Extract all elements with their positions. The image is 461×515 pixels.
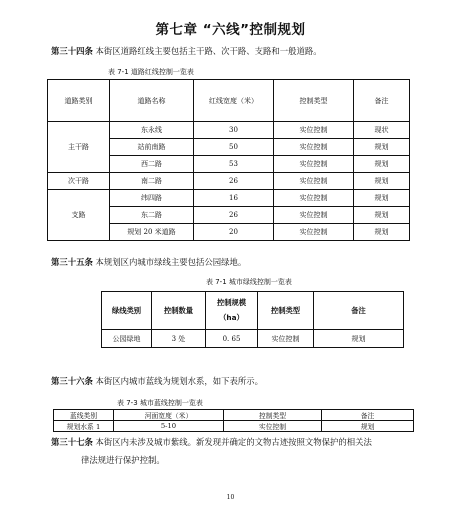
table-header-cell — [206, 292, 258, 330]
note-cell: 规划 — [354, 190, 410, 207]
article-34 — [51, 46, 322, 57]
table2-caption: 表 7-1 城市绿线控制一览表 — [206, 278, 292, 286]
table-header-row — [102, 292, 404, 330]
article-35-label: 第三十五条 — [51, 257, 93, 267]
control-type-cell: 实位控制 — [224, 421, 322, 432]
control-type-cell: 实位控制 — [274, 207, 354, 224]
blueline-table — [53, 409, 414, 432]
chapter-title: 第七章 “六线”控制规划 — [155, 22, 306, 38]
table-row — [102, 330, 404, 348]
page-number: 10 — [226, 494, 235, 501]
table-header-cell: 河面宽度（米） — [114, 410, 224, 421]
article-34-label: 第三十四条 — [51, 46, 93, 56]
note-cell: 规划 — [354, 139, 410, 156]
table-header-cell: 道路类别 — [48, 80, 110, 122]
article-35 — [51, 257, 246, 268]
width-cell: 16 — [194, 190, 274, 207]
road-name-cell: 东二路 — [110, 207, 194, 224]
width-cell: 53 — [194, 156, 274, 173]
count-cell: 3 处 — [152, 330, 206, 348]
table3-caption: 表 7-3 城市蓝线控制一览表 — [117, 399, 203, 407]
table-header-cell: 控制数量 — [152, 292, 206, 330]
greenline-table — [101, 291, 404, 348]
table-header-line: （ha） — [219, 313, 244, 322]
width-cell: 50 — [194, 139, 274, 156]
blue-category-cell: 规划水系 1 — [54, 421, 114, 432]
table-header-cell: 控制类型 — [274, 80, 354, 122]
table-header-cell: 红线宽度（米） — [194, 80, 274, 122]
road-name-cell: 纬四路 — [110, 190, 194, 207]
road-category-cell: 主干路 — [48, 122, 110, 173]
note-cell: 规划 — [354, 224, 410, 241]
table-header-cell: 备注 — [354, 80, 410, 122]
article-37-text: 本街区内未涉及城市紫线。新发现并确定的文物古迹按照文物保护的相关法 — [92, 437, 372, 447]
table-row — [48, 122, 410, 139]
road-name-cell: 西二路 — [110, 156, 194, 173]
article-37 — [51, 437, 372, 448]
road-name-cell: 规划 20 米道路 — [110, 224, 194, 241]
table-header-cell: 控制类型 — [258, 292, 314, 330]
note-cell: 规划 — [354, 173, 410, 190]
article-37-continuation: 律法规进行保护控制。 — [81, 455, 165, 465]
article-36-label: 第三十六条 — [51, 376, 93, 386]
table-header-cell: 备注 — [322, 410, 414, 421]
road-category-cell: 支路 — [48, 190, 110, 241]
note-cell: 规划 — [322, 421, 414, 432]
road-name-cell: 站前南路 — [110, 139, 194, 156]
width-cell: 30 — [194, 122, 274, 139]
article-36 — [51, 376, 263, 387]
note-cell: 规划 — [354, 207, 410, 224]
control-type-cell: 实位控制 — [258, 330, 314, 348]
table-header-cell: 道路名称 — [110, 80, 194, 122]
road-redline-table — [47, 79, 410, 241]
table-header-line: 控制规模 — [216, 298, 247, 307]
article-36-text: 本街区内城市蓝线为规划水系，如下表所示。 — [92, 376, 264, 386]
table-header-cell: 备注 — [314, 292, 404, 330]
width-cell: 26 — [194, 207, 274, 224]
width-cell: 26 — [194, 173, 274, 190]
table-header-row — [48, 80, 410, 122]
control-type-cell: 实位控制 — [274, 156, 354, 173]
green-category-cell: 公园绿地 — [102, 330, 152, 348]
table-header-cell: 绿线类别 — [102, 292, 152, 330]
control-type-cell: 实位控制 — [274, 224, 354, 241]
table-header-row — [54, 410, 414, 421]
table-header-cell: 蓝线类别 — [54, 410, 114, 421]
road-name-cell: 东永线 — [110, 122, 194, 139]
control-type-cell: 实位控制 — [274, 190, 354, 207]
road-name-cell: 南二路 — [110, 173, 194, 190]
control-type-cell: 实位控制 — [274, 173, 354, 190]
width-cell: 20 — [194, 224, 274, 241]
article-37-label: 第三十七条 — [51, 437, 93, 447]
article-35-text: 本规划区内城市绿线主要包括公园绿地。 — [92, 257, 247, 267]
table1-caption: 表 7-1 道路红线控制一览表 — [108, 68, 194, 76]
table-row — [54, 421, 414, 432]
table-header-cell: 控制类型 — [224, 410, 322, 421]
note-cell: 规划 — [354, 156, 410, 173]
article-34-text: 本街区道路红线主要包括主干路、次干路、支路和一般道路。 — [92, 46, 322, 56]
control-type-cell: 实位控制 — [274, 122, 354, 139]
table-row — [48, 190, 410, 207]
scale-cell: 0. 65 — [206, 330, 258, 348]
road-category-cell: 次干路 — [48, 173, 110, 190]
note-cell: 规划 — [314, 330, 404, 348]
note-cell: 现状 — [354, 122, 410, 139]
table-row — [48, 173, 410, 190]
control-type-cell: 实位控制 — [274, 139, 354, 156]
width-cell: 5-10 — [114, 421, 224, 432]
